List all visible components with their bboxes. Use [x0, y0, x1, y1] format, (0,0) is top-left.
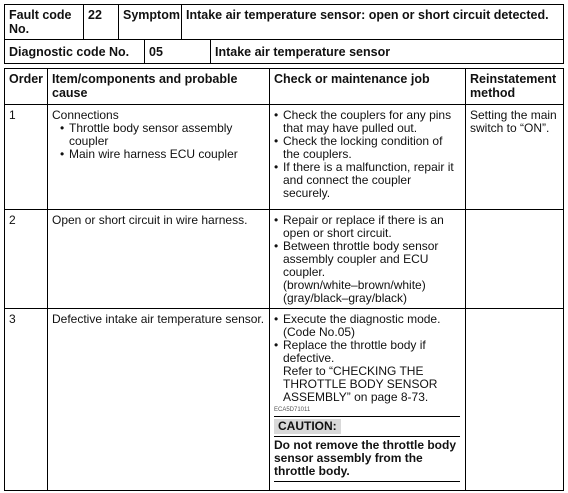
row-check — [270, 210, 466, 308]
row-item: Defective intake air temperature sensor. — [48, 309, 270, 490]
row-item — [48, 105, 270, 209]
row-order: 3 — [5, 309, 48, 490]
row-item: Open or short circuit in wire harness. — [48, 210, 270, 308]
check-text: Replace the throttle body if defective. — [283, 338, 426, 365]
list-item: • Check the locking condition of the couplers. — [274, 135, 461, 161]
symptom-value: Intake air temperature sensor: open or short circuit detected. — [186, 8, 549, 22]
fault-code-value: 22 — [84, 5, 119, 39]
check-text: Between throttle body sensor assembly coupler and ECU coupler. — [283, 239, 439, 279]
list-item: • Repair or replace if there is an open or short circuit. — [274, 214, 461, 240]
wire-color-2: (gray/black–gray/black) — [283, 291, 408, 305]
section-code: ECA5D71011 — [274, 407, 311, 413]
table-row — [4, 209, 564, 309]
list-item — [274, 339, 461, 404]
row-order: 1 — [5, 105, 48, 209]
column-header-row — [4, 68, 564, 105]
col-order: Order — [5, 69, 48, 104]
list-item: • If there is a malfunction, repair it and connect the coupler securely. — [274, 161, 461, 200]
col-check: Check or maintenance job — [270, 69, 466, 104]
col-reinstate: Reinstatement method — [470, 72, 557, 100]
caution-divider — [274, 416, 460, 417]
diagnostic-code-row — [4, 39, 564, 64]
caution-text: Do not remove the throttle body sensor assembly from the throttle body. — [274, 439, 460, 482]
item-bullets — [52, 122, 265, 161]
check-list — [274, 313, 461, 404]
diagnostic-code-value: 05 — [145, 40, 211, 63]
table-row — [4, 308, 564, 491]
row-reinstate: Setting the main switch to “ON”. — [470, 108, 557, 135]
check-list — [274, 109, 461, 200]
list-item: • Execute the diagnostic mode. (Code No.05) — [274, 313, 461, 339]
list-item: • Throttle body sensor assembly coupler — [60, 122, 265, 148]
row-reinstate — [466, 210, 563, 308]
row-reinstate — [466, 309, 563, 490]
symptom-label: Symptom — [119, 5, 182, 39]
diagnostic-name: Intake air temperature sensor — [215, 45, 391, 59]
list-item — [274, 240, 461, 305]
diagnostic-code-label: Diagnostic code No. — [5, 40, 145, 63]
fault-code-row — [4, 4, 564, 40]
item-title: Connections — [52, 108, 119, 122]
list-item: • Check the couplers for any pins that may have pulled out. — [274, 109, 461, 135]
list-item: • Main wire harness ECU coupler — [60, 148, 265, 161]
check-list — [274, 214, 461, 305]
fault-code-label: Fault code No. — [5, 5, 84, 39]
caution-divider — [274, 436, 460, 437]
col-item: Item/components and probable cause — [48, 69, 270, 104]
wire-color-1: (brown/white–brown/white) — [283, 278, 426, 292]
row-check — [270, 309, 466, 490]
row-order: 2 — [5, 210, 48, 308]
reference-text: Refer to “CHECKING THE THROTTLE BODY SENSOR ASSEMBLY” on page 8-73. — [283, 364, 438, 404]
table-row — [4, 104, 564, 210]
row-check — [270, 105, 466, 209]
caution-label: CAUTION: — [274, 419, 341, 434]
